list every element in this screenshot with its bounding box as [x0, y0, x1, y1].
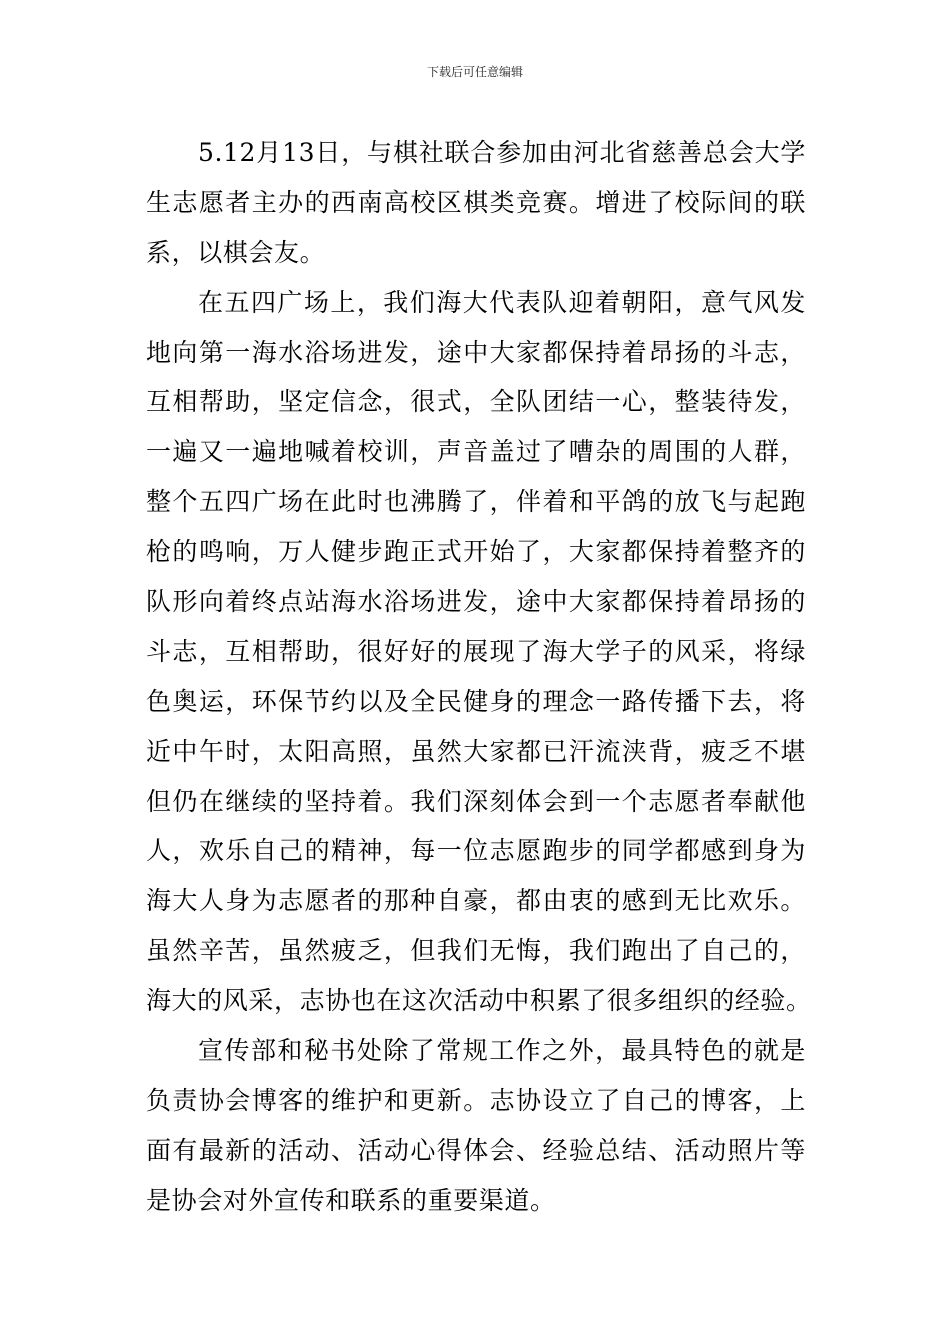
text-line: 队形向着终点站海水浴场进发，途中大家都保持着昂扬的 [146, 587, 806, 617]
text-line: 在五四广场上，我们海大代表队迎着朝阳，意气风发 [198, 287, 806, 317]
text-line: 一遍又一遍地喊着校训，声音盖过了嘈杂的周围的人群， [146, 437, 806, 467]
text-line: 枪的鸣响，万人健步跑正式开始了，大家都保持着整齐的 [146, 537, 806, 567]
text-line: 生志愿者主办的西南高校区棋类竞赛。增进了校际间的联 [146, 187, 806, 217]
document-body [146, 128, 812, 1226]
text-line: 人，欢乐自己的精神，每一位志愿跑步的同学都感到身为 [146, 836, 806, 866]
text-line: 5.12月13日，与棋社联合参加由河北省慈善总会大学 [198, 138, 806, 167]
text-line: 虽然辛苦，虽然疲乏，但我们无悔，我们跑出了自己的， [146, 936, 806, 966]
text-line: 斗志，互相帮助，很好好的展现了海大学子的风采，将绿 [146, 636, 806, 666]
text-line: 面有最新的活动、活动心得体会、经验总结、活动照片等 [146, 1135, 806, 1165]
text-line: 整个五四广场在此时也沸腾了，伴着和平鸽的放飞与起跑 [146, 487, 806, 517]
text-line: 但仍在继续的坚持着。我们深刻体会到一个志愿者奉献他 [146, 786, 806, 816]
text-line: 海大人身为志愿者的那种自豪，都由衷的感到无比欢乐。 [146, 886, 806, 916]
text-line: 负责协会博客的维护和更新。志协设立了自己的博客，上 [146, 1085, 806, 1115]
text-line: 互相帮助，坚定信念，很式，全队团结一心，整装待发， [146, 387, 806, 417]
text-line: 海大的风采，志协也在这次活动中积累了很多组织的经验。 [146, 986, 812, 1016]
text-line: 色奥运，环保节约以及全民健身的理念一路传播下去，将 [146, 686, 806, 716]
page-header: 下载后可任意编辑 [426, 65, 523, 79]
text-line: 系，以棋会友。 [146, 237, 326, 267]
text-line: 地向第一海水浴场进发，途中大家都保持着昂扬的斗志， [146, 337, 806, 367]
text-line: 是协会对外宣传和联系的重要渠道。 [146, 1185, 556, 1215]
text-line: 近中午时，太阳高照，虽然大家都已汗流浃背，疲乏不堪 [146, 736, 806, 766]
text-line: 宣传部和秘书处除了常规工作之外，最具特色的就是 [198, 1036, 806, 1066]
